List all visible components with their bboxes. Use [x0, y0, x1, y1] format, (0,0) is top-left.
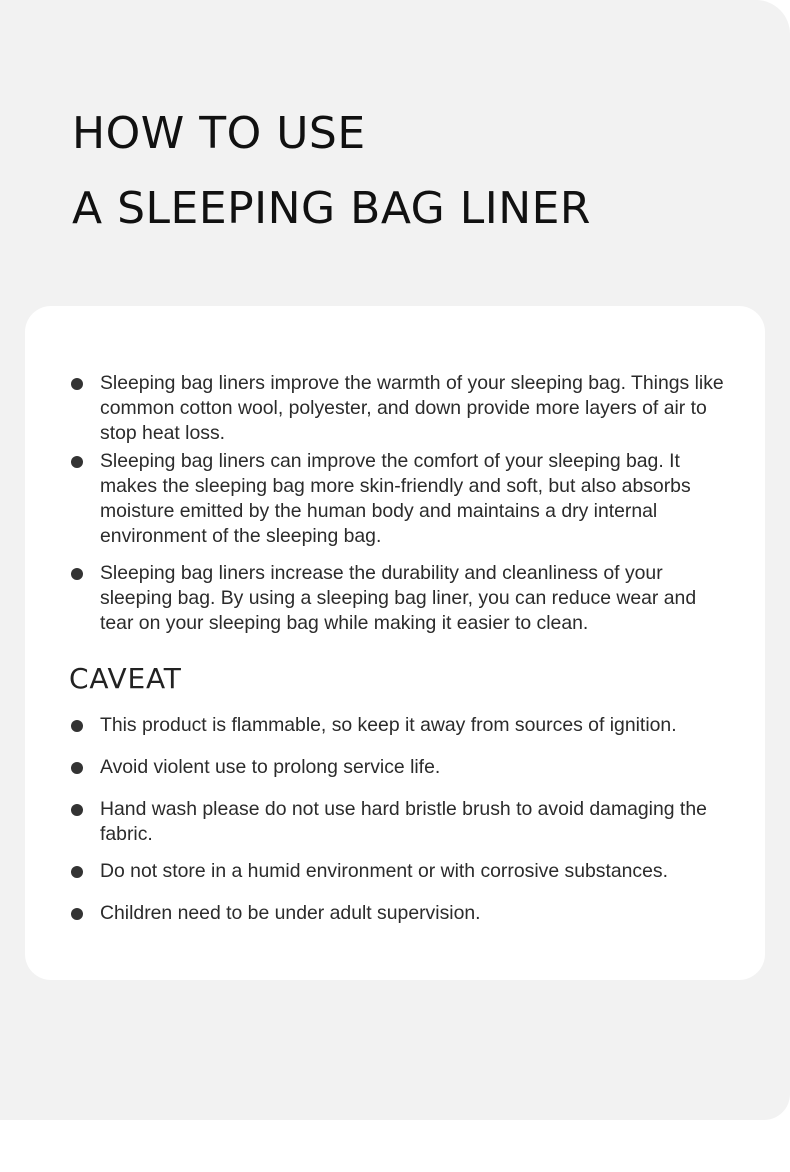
list-item-text: Avoid violent use to prolong service life.: [100, 756, 441, 778]
bullet-dot-icon: [71, 568, 83, 580]
bullet-dot-icon: [71, 866, 83, 878]
page-title-line-1: HOW TO USE: [72, 108, 366, 159]
bullet-dot-icon: [71, 378, 83, 390]
bullet-dot-icon: [71, 720, 83, 732]
bullet-dot-icon: [71, 908, 83, 920]
list-item-text: Sleeping bag liners improve the warmth of your sleeping bag. Things like common cotton wool, polyester, and down provide more layers of air to stop heat loss.: [100, 372, 724, 444]
list-item-text: Sleeping bag liners can improve the comfort of your sleeping bag. It makes the sleeping bag more skin-friendly and soft, but also absorbs moisture emitted by the human body and maintains a dry internal environment of the sleeping bag.: [100, 450, 691, 547]
list-item-text: Do not store in a humid environment or with corrosive substances.: [100, 860, 668, 882]
page-title-line-2: A SLEEPING BAG LINER: [72, 183, 592, 234]
list-item-text: Hand wash please do not use hard bristle brush to avoid damaging the fabric.: [100, 798, 707, 845]
list-item: [71, 859, 731, 884]
list-item: [71, 797, 731, 847]
list-item: [71, 901, 731, 926]
usage-list: [71, 371, 731, 636]
list-item: [71, 371, 731, 446]
list-item: [71, 713, 731, 738]
caveat-heading: CAVEAT: [69, 662, 182, 695]
bullet-dot-icon: [71, 804, 83, 816]
list-item-text: Children need to be under adult supervision.: [100, 902, 481, 924]
list-item-text: Sleeping bag liners increase the durability and cleanliness of your sleeping bag. By using a sleeping bag liner, you can reduce wear and tear on your sleeping bag while making it easier to clean.: [100, 562, 697, 634]
list-item: [71, 449, 731, 549]
caveat-list: [71, 713, 731, 943]
list-item: [71, 561, 731, 636]
bullet-dot-icon: [71, 456, 83, 468]
list-item-text: This product is flammable, so keep it away from sources of ignition.: [100, 714, 677, 736]
bullet-dot-icon: [71, 762, 83, 774]
list-item: [71, 755, 731, 780]
content-card: [25, 306, 765, 980]
